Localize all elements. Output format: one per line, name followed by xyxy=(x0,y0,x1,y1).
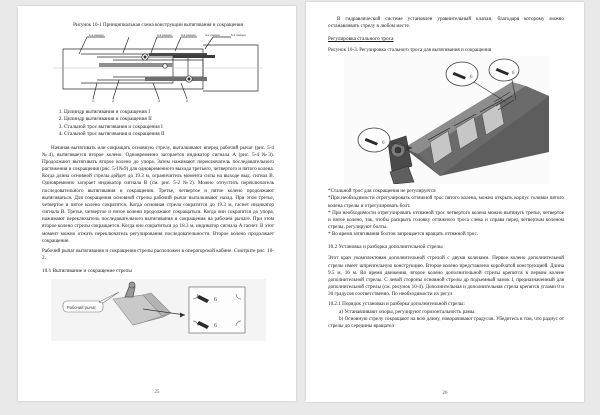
bullet-item: *При необходимости отрегулировать оттяжной трос пятого колена, можно открыть корпус головки пятого колена стрелы и отрегулировать болт. xyxy=(328,195,564,209)
svg-text:2: 2 xyxy=(112,99,114,103)
svg-text:6: 6 xyxy=(469,75,472,81)
bullet-item: *Стальной трос для сокращения не регулируется xyxy=(328,188,436,195)
section-heading-cable-adjust: Регулировка стального троса xyxy=(328,36,394,43)
svg-text:1: 1 xyxy=(92,99,94,103)
body-paragraph: Начиная вытягивать или сокращать основную стрелу, выталкивают вперед рабочий рычаг (рис. 5-4 №4), вытягивается второе колено. Одновременно загорается индикатор сигнала A (рис. 5-4 №3). Продолжают вытягивать второе колено до упора. Затем нажимают переключатель последовательного растяжения и сокращения (рис. 5-1№9) для одновременного выхода третьего, четвертого и пятого колена. Когда длина основной стрелы дойдет до 19.3 м, ограничитель момента силы на выходе выд. сигнал B. Одновременно загорает индикатор сигнала B (см. рис. 5-2 №2). Можно отпустить переключатель последовательного вытягивания и сокращения. Третье, четвертое и пятое колено продолжают вытягиваться. Для сокращения основной стрелы рабочий рычаг выталкивают назад. При этом третье, четвертое и пятое колено сократятся. Когда основная стрела сократится до 19.3 м, гаснет индикатор сигнала B. Третье, четвертое и пятое колени продолжают сокращаться. Когда они сократятся до упора, нажимают переключатель последовательного вытягивания и сокращения на рабочем рычаге. При этом второе колено стрелы сокращается. Когда оно сократиться до 18.3 м, индикатор сигнала A гаснет. В этот момент можно отжать переключатель регулирования последовательности. Второе колено продолжает сокращение. xyxy=(42,144,274,244)
svg-text:6: 6 xyxy=(213,323,217,330)
left-page-content xyxy=(18,6,296,341)
svg-text:6: 6 xyxy=(381,141,384,147)
figure-legend-list xyxy=(52,109,274,139)
body-paragraph: Этот кран укомплектован дополнительной стрелой с двумя коленами. Первое колено дополнительной стрелы имеет шпренгельную конструкцию. Второе колено представлено коробчатой конструкцией. Длина 9.5 м, 16 м. Во время движения, второе колено дополнительной стрелы крепится в первом колене дополнительной стрелы. С левой стороны основной стрелы др подъемный замок I, предназначенный для дополнительной стрелы (см. рисунок 10-4). Дополнительная и дополнительная стрела крепятся углами 0 и 30 градусов соответственно. По необходимости их регул xyxy=(328,255,564,298)
svg-text:4-я секция: 4-я секция xyxy=(205,33,220,37)
legend-item: 1. Цилиндр вытягивания и сокращения I xyxy=(64,109,274,116)
svg-text:1-я секция: 1-я секция xyxy=(89,33,104,37)
operator-lever-figure xyxy=(51,279,266,341)
legend-item: 3. Стальной трос вытягивания и сокращения I xyxy=(64,124,274,131)
subsection-heading-10-2-1: 10.2.1 Порядок установки и разборка дополнительной стрелы: xyxy=(328,301,465,308)
section-heading-10-2: 10.2 Установка и разборка дополнительной стрелы xyxy=(328,244,443,251)
section-heading-10-1: 10.1 Вытягивание и сокращение стрелы xyxy=(42,268,132,275)
svg-text:6: 6 xyxy=(213,297,217,304)
bullet-item: * При необходимости отрегулировать оттяжной трос четвертого колена можно вытянуть третье, четвертое и пятое колено, так, чтобы раскрыть головку оттяжного троса слева и справа перед четвертым коленом стрелы, регулируют болты. xyxy=(328,209,564,231)
svg-text:3-я секция: 3-я секция xyxy=(181,33,196,37)
figure-caption-10-3: Рисунок 10-3. Регулировка стального троса для вытягивания и сокращения xyxy=(328,47,492,54)
svg-text:3: 3 xyxy=(158,99,160,103)
telescoping-boom-diagram xyxy=(53,33,263,103)
legend-item: 2. Цилиндр вытягивания и сокращения II xyxy=(64,116,274,123)
legend-item: 4. Стальной трос вытягивания и сокращения II xyxy=(64,131,274,138)
intro-paragraph: В гидравлической системе установлен уравнительный клапан, благодаря которому можно останавливать стрелу в любом месте. xyxy=(328,16,564,30)
right-page-content xyxy=(306,2,584,330)
svg-text:5-я секция: 5-я секция xyxy=(231,33,246,37)
bullet-item: * Во время затягивания болтов запрещается вращать оттяжной трос. xyxy=(328,231,479,238)
figure-caption-10-1: Рисунок 10-1 Принципиальная схема конструкции вытягивания и сокращения xyxy=(73,22,243,28)
svg-text:2-я секция: 2-я секция xyxy=(157,33,172,37)
left-page xyxy=(18,6,296,401)
page-number-right: 26 xyxy=(442,391,448,396)
right-page xyxy=(306,2,584,402)
body-paragraph: Рабочий рычаг вытягивания и сокращения стрелы расположен в операторской кабине. Смотрите рис. 10-2. xyxy=(42,247,274,261)
svg-text:4: 4 xyxy=(186,99,188,103)
boom-cable-adjustment-figure xyxy=(344,56,549,184)
svg-text:Рабочий рычаг: Рабочий рычаг xyxy=(66,305,96,311)
svg-text:6: 6 xyxy=(511,71,514,77)
step-item: a) Устанавливают опоры, регулируют горизонтальность рамы. xyxy=(339,308,476,315)
step-item: b) Основную стрелу сокращают на всю длину, поворачивают градусов. Убедитесь в том, что радиус от стрелы до середины вращател xyxy=(328,315,564,329)
page-number-left: 25 xyxy=(154,390,160,395)
